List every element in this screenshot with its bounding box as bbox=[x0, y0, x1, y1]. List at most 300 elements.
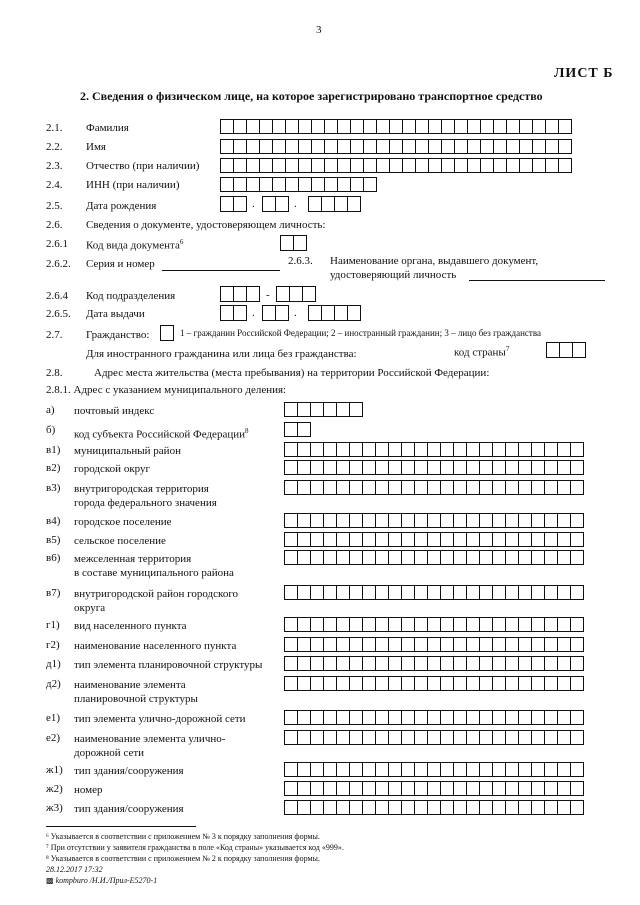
input-cell[interactable] bbox=[334, 305, 348, 321]
input-cell[interactable] bbox=[454, 139, 468, 154]
input-cell[interactable] bbox=[440, 442, 454, 457]
input-cell[interactable] bbox=[363, 177, 377, 192]
input-cell[interactable] bbox=[297, 676, 311, 691]
input-cell[interactable] bbox=[531, 513, 545, 528]
input-cell[interactable] bbox=[531, 532, 545, 547]
input-cell[interactable] bbox=[272, 139, 286, 154]
input-cell[interactable] bbox=[297, 800, 311, 815]
input-cell[interactable] bbox=[479, 617, 493, 632]
input-cell[interactable] bbox=[414, 513, 428, 528]
input-cell[interactable] bbox=[272, 119, 286, 134]
input-cell[interactable] bbox=[505, 617, 519, 632]
input-cell[interactable] bbox=[557, 550, 571, 565]
input-cell[interactable] bbox=[402, 158, 416, 173]
input-cell[interactable] bbox=[324, 158, 338, 173]
input-cell[interactable] bbox=[336, 402, 350, 417]
input-cell[interactable] bbox=[323, 585, 337, 600]
input-cell[interactable] bbox=[466, 710, 480, 725]
input-cell[interactable] bbox=[336, 550, 350, 565]
input-cell[interactable] bbox=[414, 585, 428, 600]
input-cell[interactable] bbox=[427, 710, 441, 725]
input-cell[interactable] bbox=[350, 139, 364, 154]
input-cell[interactable] bbox=[336, 762, 350, 777]
input-cell[interactable] bbox=[570, 637, 584, 652]
input-cell[interactable] bbox=[453, 637, 467, 652]
input-cell[interactable] bbox=[570, 513, 584, 528]
input-cell[interactable] bbox=[349, 550, 363, 565]
input-cell[interactable] bbox=[297, 710, 311, 725]
input-cell[interactable] bbox=[453, 800, 467, 815]
input-cell[interactable] bbox=[505, 781, 519, 796]
input-cell[interactable] bbox=[310, 585, 324, 600]
input-cell[interactable] bbox=[492, 676, 506, 691]
input-cell[interactable] bbox=[544, 762, 558, 777]
input-cell[interactable] bbox=[297, 513, 311, 528]
input-cell[interactable] bbox=[297, 762, 311, 777]
input-cell[interactable] bbox=[375, 800, 389, 815]
input-cell[interactable] bbox=[310, 532, 324, 547]
input-cell[interactable] bbox=[466, 762, 480, 777]
input-cell[interactable] bbox=[310, 442, 324, 457]
input-cell[interactable] bbox=[323, 781, 337, 796]
input-cell[interactable] bbox=[311, 119, 325, 134]
name-cells[interactable] bbox=[220, 139, 571, 154]
input-cell[interactable] bbox=[362, 781, 376, 796]
input-cell[interactable] bbox=[388, 637, 402, 652]
input-cell[interactable] bbox=[388, 762, 402, 777]
input-cell[interactable] bbox=[308, 196, 322, 212]
issue-month-cells[interactable] bbox=[262, 305, 288, 321]
address-item-cells[interactable] bbox=[284, 585, 583, 600]
input-cell[interactable] bbox=[480, 139, 494, 154]
input-cell[interactable] bbox=[570, 781, 584, 796]
input-cell[interactable] bbox=[336, 781, 350, 796]
input-cell[interactable] bbox=[401, 637, 415, 652]
input-cell[interactable] bbox=[518, 480, 532, 495]
input-cell[interactable] bbox=[557, 762, 571, 777]
input-cell[interactable] bbox=[336, 480, 350, 495]
input-cell[interactable] bbox=[557, 480, 571, 495]
input-cell[interactable] bbox=[531, 585, 545, 600]
input-cell[interactable] bbox=[310, 480, 324, 495]
input-cell[interactable] bbox=[414, 762, 428, 777]
input-cell[interactable] bbox=[388, 730, 402, 745]
input-cell[interactable] bbox=[570, 442, 584, 457]
input-cell[interactable] bbox=[544, 532, 558, 547]
input-cell[interactable] bbox=[531, 550, 545, 565]
input-cell[interactable] bbox=[518, 585, 532, 600]
input-cell[interactable] bbox=[466, 585, 480, 600]
input-cell[interactable] bbox=[233, 286, 247, 302]
input-cell[interactable] bbox=[308, 305, 322, 321]
input-cell[interactable] bbox=[440, 637, 454, 652]
input-cell[interactable] bbox=[492, 532, 506, 547]
input-cell[interactable] bbox=[275, 196, 289, 212]
input-cell[interactable] bbox=[323, 800, 337, 815]
input-cell[interactable] bbox=[544, 710, 558, 725]
address-item-cells[interactable] bbox=[284, 460, 583, 475]
input-cell[interactable] bbox=[466, 730, 480, 745]
input-cell[interactable] bbox=[284, 676, 298, 691]
input-cell[interactable] bbox=[518, 460, 532, 475]
input-cell[interactable] bbox=[284, 762, 298, 777]
input-cell[interactable] bbox=[518, 710, 532, 725]
input-cell[interactable] bbox=[311, 177, 325, 192]
input-cell[interactable] bbox=[570, 676, 584, 691]
input-cell[interactable] bbox=[453, 550, 467, 565]
input-cell[interactable] bbox=[401, 710, 415, 725]
input-cell[interactable] bbox=[349, 402, 363, 417]
input-cell[interactable] bbox=[285, 139, 299, 154]
input-cell[interactable] bbox=[160, 325, 174, 341]
input-cell[interactable] bbox=[544, 656, 558, 671]
input-cell[interactable] bbox=[531, 656, 545, 671]
input-cell[interactable] bbox=[246, 139, 260, 154]
input-cell[interactable] bbox=[479, 513, 493, 528]
input-cell[interactable] bbox=[427, 513, 441, 528]
input-cell[interactable] bbox=[480, 119, 494, 134]
input-cell[interactable] bbox=[414, 730, 428, 745]
input-cell[interactable] bbox=[440, 781, 454, 796]
input-cell[interactable] bbox=[492, 762, 506, 777]
input-cell[interactable] bbox=[362, 676, 376, 691]
input-cell[interactable] bbox=[376, 158, 390, 173]
input-cell[interactable] bbox=[531, 710, 545, 725]
input-cell[interactable] bbox=[362, 710, 376, 725]
input-cell[interactable] bbox=[544, 585, 558, 600]
input-cell[interactable] bbox=[427, 460, 441, 475]
input-cell[interactable] bbox=[479, 762, 493, 777]
input-cell[interactable] bbox=[310, 730, 324, 745]
input-cell[interactable] bbox=[492, 710, 506, 725]
input-cell[interactable] bbox=[544, 513, 558, 528]
input-cell[interactable] bbox=[440, 585, 454, 600]
input-cell[interactable] bbox=[297, 532, 311, 547]
input-cell[interactable] bbox=[284, 617, 298, 632]
input-cell[interactable] bbox=[388, 550, 402, 565]
birth-month-cells[interactable] bbox=[262, 196, 288, 212]
input-cell[interactable] bbox=[233, 196, 247, 212]
input-cell[interactable] bbox=[453, 585, 467, 600]
input-cell[interactable] bbox=[375, 617, 389, 632]
input-cell[interactable] bbox=[518, 730, 532, 745]
input-cell[interactable] bbox=[505, 442, 519, 457]
input-cell[interactable] bbox=[531, 762, 545, 777]
input-cell[interactable] bbox=[544, 637, 558, 652]
input-cell[interactable] bbox=[362, 730, 376, 745]
input-cell[interactable] bbox=[479, 710, 493, 725]
input-cell[interactable] bbox=[518, 800, 532, 815]
input-cell[interactable] bbox=[493, 119, 507, 134]
input-cell[interactable] bbox=[311, 139, 325, 154]
input-cell[interactable] bbox=[259, 119, 273, 134]
input-cell[interactable] bbox=[414, 656, 428, 671]
input-cell[interactable] bbox=[297, 550, 311, 565]
input-cell[interactable] bbox=[466, 781, 480, 796]
input-cell[interactable] bbox=[544, 800, 558, 815]
input-cell[interactable] bbox=[427, 800, 441, 815]
input-cell[interactable] bbox=[298, 119, 312, 134]
input-cell[interactable] bbox=[349, 480, 363, 495]
input-cell[interactable] bbox=[323, 442, 337, 457]
input-cell[interactable] bbox=[362, 532, 376, 547]
input-cell[interactable] bbox=[323, 656, 337, 671]
input-cell[interactable] bbox=[427, 480, 441, 495]
input-cell[interactable] bbox=[310, 762, 324, 777]
input-cell[interactable] bbox=[389, 139, 403, 154]
input-cell[interactable] bbox=[427, 656, 441, 671]
input-cell[interactable] bbox=[479, 637, 493, 652]
input-cell[interactable] bbox=[544, 550, 558, 565]
input-cell[interactable] bbox=[272, 177, 286, 192]
input-cell[interactable] bbox=[349, 532, 363, 547]
input-cell[interactable] bbox=[323, 550, 337, 565]
input-cell[interactable] bbox=[570, 617, 584, 632]
input-cell[interactable] bbox=[284, 460, 298, 475]
input-cell[interactable] bbox=[259, 177, 273, 192]
address-item-cells[interactable] bbox=[284, 480, 583, 495]
input-cell[interactable] bbox=[440, 676, 454, 691]
input-cell[interactable] bbox=[505, 730, 519, 745]
input-cell[interactable] bbox=[414, 442, 428, 457]
address-item-cells[interactable] bbox=[284, 532, 583, 547]
input-cell[interactable] bbox=[362, 442, 376, 457]
input-cell[interactable] bbox=[544, 442, 558, 457]
input-cell[interactable] bbox=[336, 513, 350, 528]
input-cell[interactable] bbox=[557, 442, 571, 457]
input-cell[interactable] bbox=[570, 730, 584, 745]
input-cell[interactable] bbox=[532, 119, 546, 134]
input-cell[interactable] bbox=[401, 800, 415, 815]
input-cell[interactable] bbox=[440, 532, 454, 547]
input-cell[interactable] bbox=[479, 480, 493, 495]
address-item-cells[interactable] bbox=[284, 550, 583, 565]
input-cell[interactable] bbox=[310, 676, 324, 691]
input-cell[interactable] bbox=[246, 119, 260, 134]
patronymic-cells[interactable] bbox=[220, 158, 571, 173]
input-cell[interactable] bbox=[323, 617, 337, 632]
input-cell[interactable] bbox=[349, 637, 363, 652]
input-cell[interactable] bbox=[388, 676, 402, 691]
input-cell[interactable] bbox=[544, 480, 558, 495]
input-cell[interactable] bbox=[415, 139, 429, 154]
input-cell[interactable] bbox=[401, 617, 415, 632]
input-cell[interactable] bbox=[323, 460, 337, 475]
input-cell[interactable] bbox=[349, 442, 363, 457]
input-cell[interactable] bbox=[336, 637, 350, 652]
birth-day-cells[interactable] bbox=[220, 196, 246, 212]
input-cell[interactable] bbox=[492, 617, 506, 632]
input-cell[interactable] bbox=[519, 158, 533, 173]
input-cell[interactable] bbox=[259, 139, 273, 154]
input-cell[interactable] bbox=[375, 656, 389, 671]
input-cell[interactable] bbox=[349, 676, 363, 691]
input-cell[interactable] bbox=[531, 676, 545, 691]
input-cell[interactable] bbox=[375, 781, 389, 796]
input-cell[interactable] bbox=[570, 480, 584, 495]
input-cell[interactable] bbox=[453, 730, 467, 745]
input-cell[interactable] bbox=[349, 617, 363, 632]
birth-year-cells[interactable] bbox=[308, 196, 360, 212]
input-cell[interactable] bbox=[466, 513, 480, 528]
input-cell[interactable] bbox=[297, 422, 311, 437]
input-cell[interactable] bbox=[557, 800, 571, 815]
input-cell[interactable] bbox=[284, 402, 298, 417]
input-cell[interactable] bbox=[401, 513, 415, 528]
input-cell[interactable] bbox=[492, 781, 506, 796]
input-cell[interactable] bbox=[347, 196, 361, 212]
input-cell[interactable] bbox=[532, 139, 546, 154]
input-cell[interactable] bbox=[310, 513, 324, 528]
input-cell[interactable] bbox=[375, 637, 389, 652]
input-cell[interactable] bbox=[388, 781, 402, 796]
address-item-cells[interactable] bbox=[284, 762, 583, 777]
input-cell[interactable] bbox=[427, 532, 441, 547]
input-cell[interactable] bbox=[492, 550, 506, 565]
surname-cells[interactable] bbox=[220, 119, 571, 134]
input-cell[interactable] bbox=[441, 119, 455, 134]
input-cell[interactable] bbox=[334, 196, 348, 212]
input-cell[interactable] bbox=[505, 637, 519, 652]
input-cell[interactable] bbox=[363, 139, 377, 154]
issuer-line[interactable] bbox=[469, 280, 605, 281]
input-cell[interactable] bbox=[324, 139, 338, 154]
input-cell[interactable] bbox=[557, 676, 571, 691]
input-cell[interactable] bbox=[233, 177, 247, 192]
input-cell[interactable] bbox=[375, 710, 389, 725]
input-cell[interactable] bbox=[284, 442, 298, 457]
input-cell[interactable] bbox=[402, 119, 416, 134]
input-cell[interactable] bbox=[531, 480, 545, 495]
input-cell[interactable] bbox=[427, 781, 441, 796]
input-cell[interactable] bbox=[570, 532, 584, 547]
input-cell[interactable] bbox=[336, 585, 350, 600]
division-code-cells-a[interactable] bbox=[220, 286, 259, 302]
input-cell[interactable] bbox=[349, 585, 363, 600]
input-cell[interactable] bbox=[558, 158, 572, 173]
input-cell[interactable] bbox=[336, 800, 350, 815]
input-cell[interactable] bbox=[518, 637, 532, 652]
input-cell[interactable] bbox=[284, 550, 298, 565]
input-cell[interactable] bbox=[505, 480, 519, 495]
input-cell[interactable] bbox=[276, 286, 290, 302]
input-cell[interactable] bbox=[336, 710, 350, 725]
input-cell[interactable] bbox=[453, 513, 467, 528]
input-cell[interactable] bbox=[388, 656, 402, 671]
input-cell[interactable] bbox=[310, 710, 324, 725]
input-cell[interactable] bbox=[375, 480, 389, 495]
input-cell[interactable] bbox=[479, 676, 493, 691]
input-cell[interactable] bbox=[453, 676, 467, 691]
input-cell[interactable] bbox=[362, 637, 376, 652]
input-cell[interactable] bbox=[558, 119, 572, 134]
input-cell[interactable] bbox=[297, 460, 311, 475]
input-cell[interactable] bbox=[220, 119, 234, 134]
input-cell[interactable] bbox=[388, 480, 402, 495]
input-cell[interactable] bbox=[506, 158, 520, 173]
input-cell[interactable] bbox=[544, 781, 558, 796]
input-cell[interactable] bbox=[440, 550, 454, 565]
input-cell[interactable] bbox=[479, 460, 493, 475]
input-cell[interactable] bbox=[321, 196, 335, 212]
input-cell[interactable] bbox=[388, 800, 402, 815]
input-cell[interactable] bbox=[323, 730, 337, 745]
address-item-cells[interactable] bbox=[284, 656, 583, 671]
address-item-cells[interactable] bbox=[284, 710, 583, 725]
input-cell[interactable] bbox=[324, 119, 338, 134]
input-cell[interactable] bbox=[285, 177, 299, 192]
input-cell[interactable] bbox=[347, 305, 361, 321]
input-cell[interactable] bbox=[453, 710, 467, 725]
input-cell[interactable] bbox=[323, 480, 337, 495]
address-item-cells[interactable] bbox=[284, 617, 583, 632]
input-cell[interactable] bbox=[570, 710, 584, 725]
input-cell[interactable] bbox=[544, 460, 558, 475]
input-cell[interactable] bbox=[336, 676, 350, 691]
input-cell[interactable] bbox=[220, 158, 234, 173]
input-cell[interactable] bbox=[572, 342, 586, 358]
input-cell[interactable] bbox=[466, 617, 480, 632]
division-code-cells-b[interactable] bbox=[276, 286, 315, 302]
input-cell[interactable] bbox=[414, 480, 428, 495]
input-cell[interactable] bbox=[323, 762, 337, 777]
input-cell[interactable] bbox=[414, 781, 428, 796]
input-cell[interactable] bbox=[220, 286, 234, 302]
input-cell[interactable] bbox=[388, 460, 402, 475]
input-cell[interactable] bbox=[466, 460, 480, 475]
input-cell[interactable] bbox=[505, 676, 519, 691]
input-cell[interactable] bbox=[323, 513, 337, 528]
input-cell[interactable] bbox=[362, 762, 376, 777]
input-cell[interactable] bbox=[284, 513, 298, 528]
input-cell[interactable] bbox=[362, 480, 376, 495]
input-cell[interactable] bbox=[453, 762, 467, 777]
address-item-cells[interactable] bbox=[284, 422, 310, 437]
input-cell[interactable] bbox=[427, 637, 441, 652]
input-cell[interactable] bbox=[492, 800, 506, 815]
input-cell[interactable] bbox=[519, 139, 533, 154]
input-cell[interactable] bbox=[401, 532, 415, 547]
address-item-cells[interactable] bbox=[284, 676, 583, 691]
input-cell[interactable] bbox=[311, 158, 325, 173]
input-cell[interactable] bbox=[297, 617, 311, 632]
input-cell[interactable] bbox=[570, 585, 584, 600]
input-cell[interactable] bbox=[284, 532, 298, 547]
input-cell[interactable] bbox=[350, 177, 364, 192]
input-cell[interactable] bbox=[310, 637, 324, 652]
input-cell[interactable] bbox=[375, 442, 389, 457]
input-cell[interactable] bbox=[401, 781, 415, 796]
address-item-cells[interactable] bbox=[284, 781, 583, 796]
input-cell[interactable] bbox=[324, 177, 338, 192]
input-cell[interactable] bbox=[349, 656, 363, 671]
input-cell[interactable] bbox=[246, 158, 260, 173]
input-cell[interactable] bbox=[336, 460, 350, 475]
input-cell[interactable] bbox=[401, 460, 415, 475]
address-item-cells[interactable] bbox=[284, 513, 583, 528]
input-cell[interactable] bbox=[310, 656, 324, 671]
input-cell[interactable] bbox=[323, 532, 337, 547]
input-cell[interactable] bbox=[518, 550, 532, 565]
input-cell[interactable] bbox=[321, 305, 335, 321]
input-cell[interactable] bbox=[546, 342, 560, 358]
input-cell[interactable] bbox=[505, 800, 519, 815]
input-cell[interactable] bbox=[323, 676, 337, 691]
input-cell[interactable] bbox=[220, 177, 234, 192]
input-cell[interactable] bbox=[466, 676, 480, 691]
input-cell[interactable] bbox=[440, 800, 454, 815]
input-cell[interactable] bbox=[297, 402, 311, 417]
